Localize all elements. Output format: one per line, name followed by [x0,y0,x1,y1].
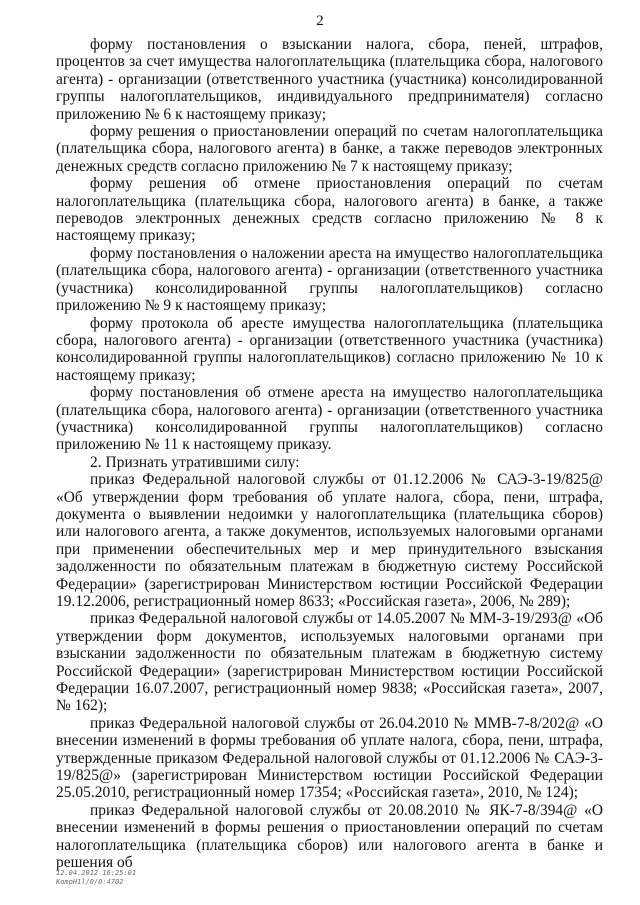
print-footer [56,869,136,887]
document-body [56,36,603,872]
paragraph-form-10: форму протокола об аресте имущества налогоплательщика (плательщика сбора, налогового агента) - организации (ответственного участника (участника) консолидированной группы налогоплательщиков) согласно приложению № 10 к настоящему приказу; [56,314,603,384]
paragraph-order-2010-08: приказ Федеральной налоговой службы от 20.08.2010 № ЯК-7-8/394@ «О внесении изменений в формы решения о приостановлении операций по счетам налогоплательщика (плательщика сборов) или налогового агента в банке и решения об [56,801,603,872]
paragraph-order-2007: приказ Федеральной налоговой службы от 14.05.2007 № ММ-3-19/293@ «Об утверждении форм документов, используемых налоговыми органами при взыскании задолженности по обязательным платежам в бюджетную систему Российской Федерации» (зарегистрирован Министерством юстиции Российской Федерации 16.07.2007, регистрационный номер 9838; «Российская газета», 2007, № 162); [56,610,603,715]
paragraph-order-2010-04: приказ Федеральной налоговой службы от 26.04.2010 № ММВ-7-8/202@ «О внесении изменений в формы требования об уплате налога, сбора, пени, штрафа, утвержденные приказом Федеральной налоговой службы от 01.12.2006 № САЭ-3-19/825@» (зарегистрирован Министерством юстиции Российской Федерации 25.05.2010, регистрационный номер 17354; «Российская газета», 2010, № 124); [56,714,603,802]
paragraph-form-11: форму постановления об отмене ареста на имущество налогоплательщика (плательщика сбора, налогового агента) - организации (ответственного участника (участника) консолидированной группы налогоплательщиков) согласно приложению № 11 к настоящему приказу. [56,384,603,454]
paragraph-order-2006: приказ Федеральной налоговой службы от 01.12.2006 № САЭ-3-19/825@ «Об утверждении форм требования об уплате налога, сбора, пени, штрафа, документа о выявлении недоимки у налогоплательщика (плательщика сборов) или налогового агента, а также документов, используемых налоговыми органами при применении обеспечительных мер и мер принудительного взыскания задолженности по обязательным платежам в бюджетную систему Российской Федерации» (зарегистрирован Министерством юстиции Российской Федерации 19.12.2006, регистрационный номер 8633; «Российская газета», 2006, № 289); [56,471,603,610]
paragraph-form-9: форму постановления о наложении ареста на имущество налогоплательщика (плательщика сбора, налогового агента) - организации (ответственного участника (участника) консолидированной группы налогоплательщиков) согласно приложению № 9 к настоящему приказу; [56,244,603,315]
paragraph-form-8: форму решения об отмене приостановления операций по счетам налогоплательщика (плательщика сбора, налогового агента) в банке, а также переводов электронных денежных средств согласно приложению № 8 к настоящему приказу; [56,175,603,245]
paragraph-section-2: 2. Признать утратившими силу: [90,453,300,471]
paragraph-form-6: форму постановления о взыскании налога, сбора, пеней, штрафов, процентов за счет имущества налогоплательщика (плательщика сбора, налогового агента) - организации (ответственного участника (участника) консолидированной группы налогоплательщиков, индивидуального предпринимателя) согласно приложению № 6 к настоящему приказу; [56,36,603,123]
print-timestamp: 12.04.2012 16:25:01 [56,869,137,877]
paragraph-form-7: форму решения о приостановлении операций по счетам налогоплательщика (плательщика сбора, налогового агента) в банке, а также переводов электронных денежных средств согласно приложению № 7 к настоящему приказу; [56,123,603,175]
print-document-code: KompH1l/0/0:4702 [56,878,124,886]
page-number: 2 [316,13,324,29]
